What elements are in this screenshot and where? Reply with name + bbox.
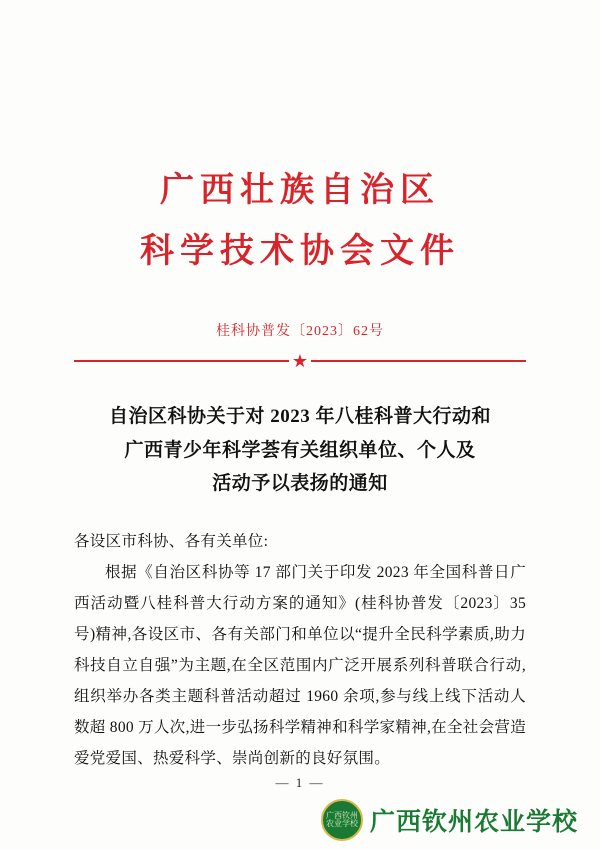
document-body <box>74 526 526 774</box>
issuing-org-line-1: 广西壮族自治区 <box>160 172 440 209</box>
document-title-line-2: 广西青少年科学荟有关组织单位、个人及 <box>124 439 476 461</box>
salutation: 各设区市科协、各有关单位: <box>74 533 269 551</box>
body-paragraph-1: 根据《自治区科协等 17 部门关于印发 2023 年全国科普日广西活动暨八桂科普大行动方案的通知》(桂科协普发〔2023〕35 号)精神,各设区市、各有关部门和单位以“提升全民科学素质,助力科技自立自强”为主题,在全区范围内广泛开展系列科普联合行动,组织举办各类主题科普活动超过 1960 余项,参与线上线下活动人数超 800 万人次,进一步弘扬科学精神和科学家精神,在全社会营造爱党爱国、热爱科学、崇尚创新的良好氛围。 <box>74 564 526 768</box>
document-title-line-3: 活动予以表扬的通知 <box>212 472 388 494</box>
document-title <box>74 400 526 500</box>
document-number: 桂科协普发〔2023〕62号 <box>216 324 384 340</box>
school-emblem-icon: 广西钦州农业学校 <box>321 799 363 841</box>
school-name: 广西钦州农业学校 <box>369 809 578 836</box>
page-number: — 1 — <box>275 775 325 790</box>
issuing-org-line-2: 科学技术协会文件 <box>140 232 460 270</box>
red-star-icon: ★ <box>289 353 311 369</box>
red-separator-rule <box>74 351 526 372</box>
document-header <box>0 0 600 274</box>
school-watermark <box>321 799 578 841</box>
document-title-line-1: 自治区科协关于对 2023 年八桂科普大行动和 <box>108 406 491 428</box>
